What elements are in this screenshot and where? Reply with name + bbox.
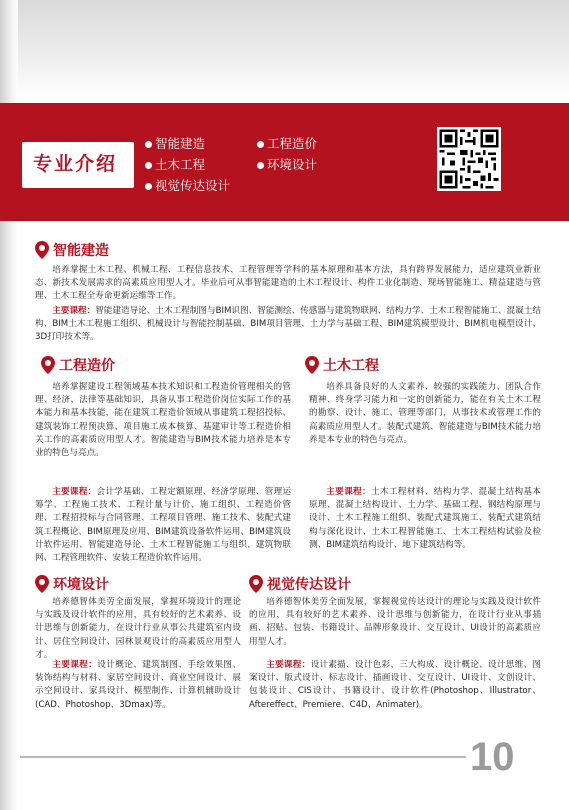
location-pin-icon [41, 356, 55, 374]
qr-code-icon[interactable] [437, 127, 501, 191]
smart-intro: 培养掌握土木工程、机械工程、工程信息技术、工程管理等学科的基本原理和基本方法，具有跨界发展能力，适应建筑业新业态、新技术发展需求的高素质应用型人才。毕业后可从事智能建造的土木工程设计、构件工业化制造、现场智能施工、精益建造与管理、土木工程全寿命更新运维等工作。 [35, 265, 541, 302]
smart-courses: 主要课程：智能建造导论、土木工程制图与BIM识图、智能测绘、传感器与建筑物联网、结构力学、土木工程智能施工、混凝土结构、BIM土木工程施工组织、机械设计与智能控制基础、BIM项目管理、土力学与基础工程、BIM建筑模型设计、BIM机电模型设计、3D打印技术等。 [35, 306, 541, 343]
bullet-icon [145, 162, 152, 169]
section-head-visual [249, 574, 351, 594]
major-item-smart: 智能建造 [145, 134, 205, 152]
section-head-cost [41, 355, 115, 375]
bullet-icon [257, 162, 264, 169]
section-title-visual: 视觉传达设计 [267, 577, 351, 593]
course-label: 主要课程： [326, 487, 372, 497]
footer-divider [20, 756, 466, 758]
location-pin-icon [35, 241, 49, 259]
civil-intro: 培养具备良好的人文素养、较强的实践能力、团队合作精神、终身学习能力和一定的创新能力，能在有关土木工程的勘察、设计、施工、管理等部门，从事技术或管理工作的高素质应用型人才。装配式建筑、智能建造与BIM技术能力培养是本专业的特色与亮点。 [309, 382, 541, 445]
page-number: 10 [470, 735, 515, 779]
major-item-env: 环境设计 [257, 155, 317, 173]
top-shadow [0, 0, 569, 100]
visual-intro: 培养德智体美劳全面发展，掌握视觉传达设计的理论与实践及设计软件的应用，具有较好的艺术素养、设计思维与创新能力，在设计行业从事插画、招贴、包装、书籍设计、品牌形象设计、交互设计、UI设计的高素质应用型人才。 [249, 597, 541, 647]
cost-courses: 主要课程：会计学基础、工程定额原理、经济学原理、管理运筹学、工程施工技术、工程计量与计价、施工组织、工程造价管理、工程招投标与合同管理、工程项目管理、施工技术、装配式建筑工程概论、BIM原理及应用、BIM建筑设备软件运用、BIM建筑设计软件运用、智能建造导论、土木工程智能施工与组织、建筑物联网、工程管理软件、安装工程造价软件运用。 [35, 487, 291, 564]
section-title-cost: 工程造价 [59, 358, 115, 374]
section-title-civil: 土木工程 [323, 358, 379, 374]
bullet-icon [145, 141, 152, 148]
visual-courses: 主要课程：设计素描、设计色彩、三大构成、设计概论、设计思维、图案设计、版式设计、标志设计、插画设计、交互设计、UI设计、文创设计、包装设计、CIS设计、书籍设计、设计软件(Photoshop、Illustrator、Aftereffect、Premiere、C4D、Animater)。 [249, 660, 541, 710]
course-label: 主要课程： [52, 306, 96, 316]
banner-title: 专业介绍 [33, 153, 118, 175]
location-pin-icon [249, 575, 263, 593]
section-head-civil [305, 355, 379, 375]
bullet-icon [257, 141, 264, 148]
location-pin-icon [35, 575, 49, 593]
civil-courses: 主要课程：土木工程材料、结构力学、混凝土结构基本原理、混凝土结构设计、土力学、基础工程、钢结构原理与设计、土木工程施工组织、装配式建筑施工、装配式建筑结构与深化设计、土木工程智能施工、土木工程结构试验及检测、BIM建筑结构设计、地下建筑结构等。 [309, 487, 541, 550]
major-item-cost: 工程造价 [257, 134, 317, 152]
cost-intro: 培养掌握建设工程领域基本技术知识和工程造价管理相关的管理、经济、法律等基础知识，具备从事工程造价岗位实际工作的基本能力和基本技能，能在建筑工程造价领域从事建筑工程招投标、建筑装饰工程预决算、项目施工成本核算、基建审计等工程造价相关工作的高素质应用型人才。智能建造与BIM技术能力培养是本专业的特色与亮点。 [35, 382, 291, 459]
env-courses: 主要课程：设计概论、建筑制图、手绘效果图、装饰结构与材料、家居空间设计、商业空间设计、展示空间设计、家具设计、模型制作、计算机辅助设计(CAD、Photoshop、3Dmax)等。 [35, 660, 241, 710]
course-label: 主要课程： [52, 660, 98, 670]
bullet-icon [145, 183, 152, 190]
section-head-env [35, 574, 109, 594]
section-title-smart: 智能建造 [53, 243, 109, 259]
section-title-env: 环境设计 [53, 577, 109, 593]
course-label: 主要课程： [266, 660, 311, 670]
course-label: 主要课程： [52, 487, 97, 497]
major-item-civil: 土木工程 [145, 155, 205, 173]
major-item-visual: 视觉传达设计 [145, 176, 230, 194]
section-head-smart [35, 240, 109, 260]
location-pin-icon [305, 356, 319, 374]
env-intro: 培养德智体美劳全面发展，掌握环境设计的理论与实践及设计软件的应用，具有较好的艺术素养、设计思维与创新能力，在设计行业从事公共建筑室内设计、居住空间设计、园林景观设计的高素质应用型人才。 [35, 597, 241, 660]
